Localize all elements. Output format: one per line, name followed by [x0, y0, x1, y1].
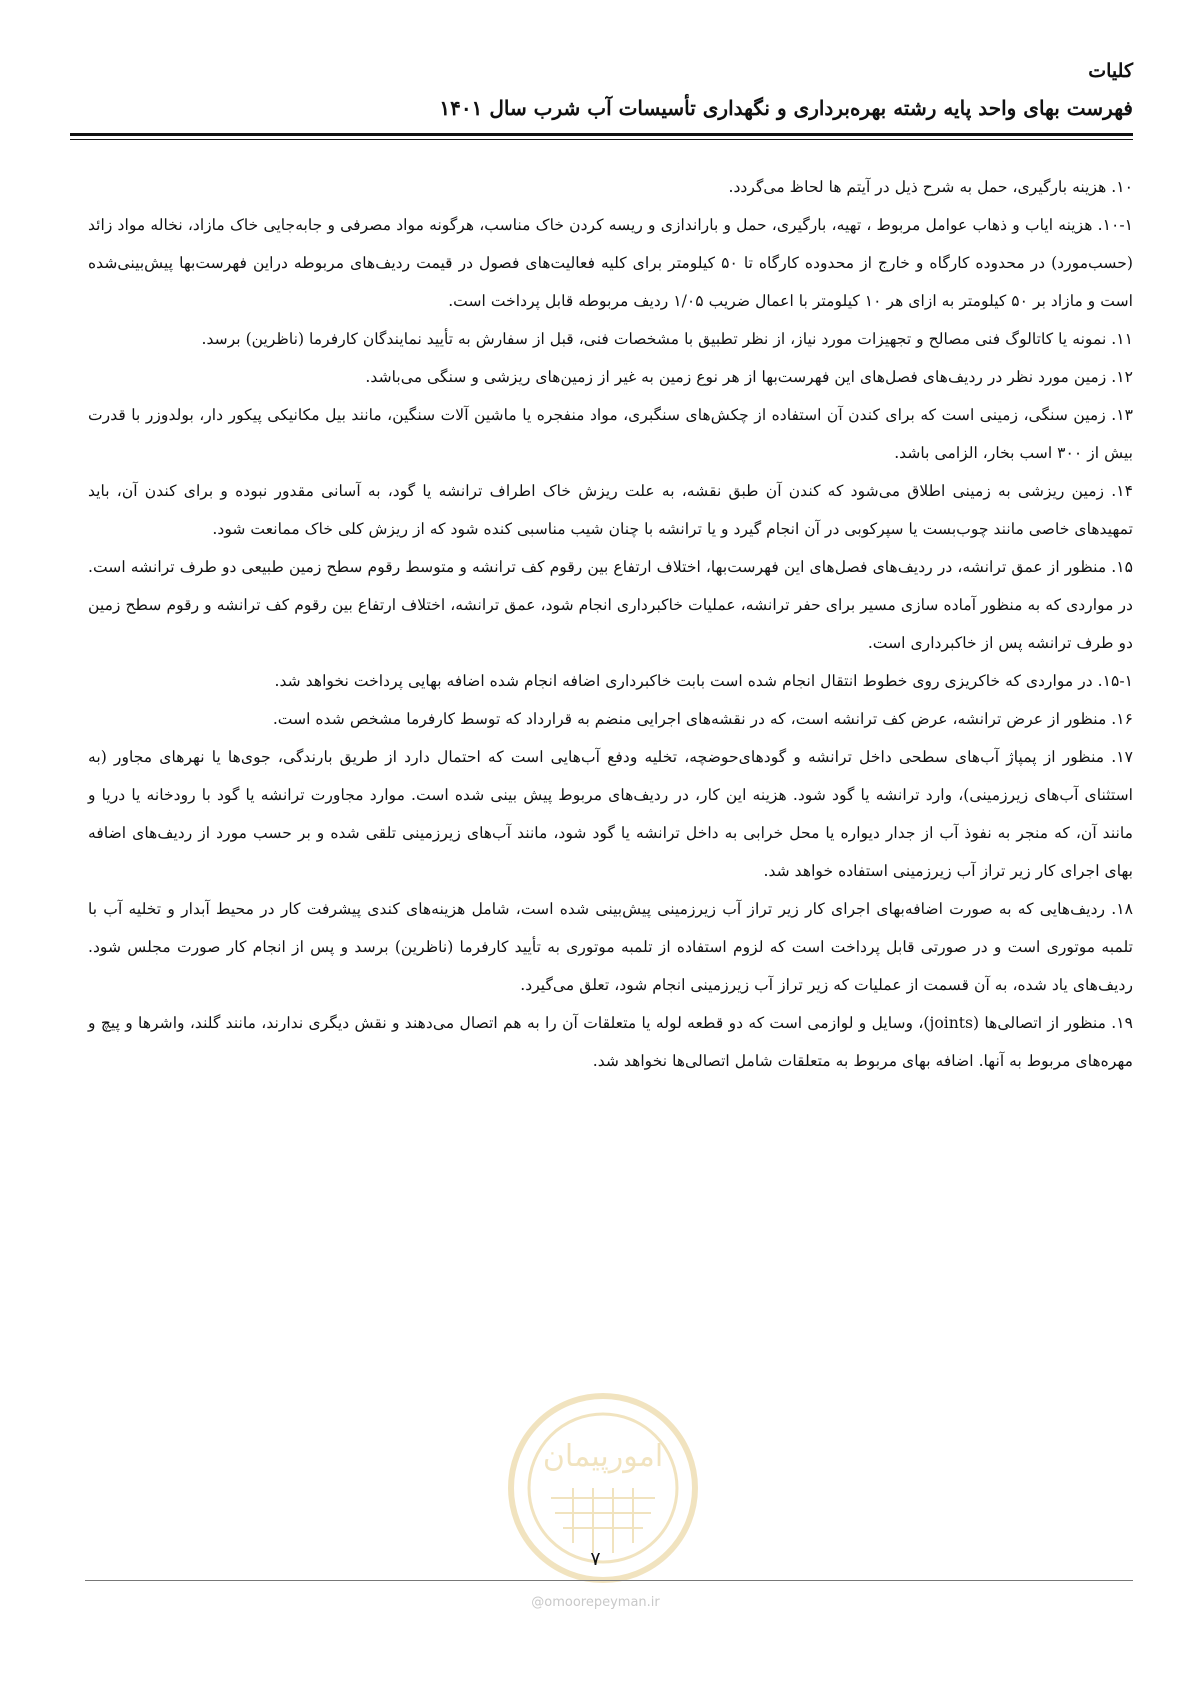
header-divider-thin — [70, 139, 1133, 140]
watermark-url: @omoorepeyman.ir — [531, 1595, 660, 1610]
page-header — [58, 56, 1133, 124]
paragraph-11: ۱۱. نمونه یا کاتالوگ فنی مصالح و تجهیزات مورد نیاز، از نظر تطبیق با مشخصات فنی، قبل از سفارش به تأیید نمایندگان کارفرما (ناظرین) برسد. — [201, 330, 1133, 348]
paragraph-15-1: ۱۵-۱. در مواردی که خاکریزی روی خطوط انتقال انجام شده است بابت خاکبرداری اضافه انجام شده اضافه بهایی پرداخت نخواهد شد. — [274, 672, 1133, 690]
paragraph-12: ۱۲. زمین مورد نظر در ردیف‌های فصل‌های این فهرست‌بها از هر نوع زمین به غیر از زمین‌های ریزشی و سنگی می‌باشد. — [365, 368, 1133, 386]
paragraph-17: ۱۷. منظور از پمپاژ آب‌های سطحی داخل ترانشه و گودهای‌حوضچه، تخلیه ودفع آب‌هایی است که احتمال دارد از طریق بارندگی، جوی‌ها یا نهرهای مجاور (به استثنای آب‌های زیرزمینی)، وارد ترانشه یا گود شود. هزینه این کار، در ردیف‌های مربوط پیش بینی شده است. موارد مجاورت ترانشه یا گود با رودخانه یا دریا و مانند آن، که منجر به نفوذ آب از جدار دیواره یا محل خرابی به داخل ترانشه یا گود شود، مانند آب‌های زیرزمینی تلقی شده و بر حسب مورد از ردیف‌های اضافه بهای اجرای کار زیر تراز آب زیرزمینی استفاده خواهد شد. — [88, 748, 1133, 880]
body-text — [88, 168, 1133, 1080]
paragraph-15: ۱۵. منظور از عمق ترانشه، در ردیف‌های فصل‌های این فهرست‌بها، اختلاف ارتفاع بین رقوم کف ترانشه و متوسط رقوم سطح زمین طبیعی دو طرف ترانشه است. در مواردی که به منظور آماده سازی مسیر برای حفر ترانشه، عملیات خاکبرداری انجام شود، عمق ترانشه، اختلاف ارتفاع بین رقوم کف ترانشه و رقوم سطح زمین دو طرف ترانشه پس از خاکبرداری است. — [88, 558, 1133, 652]
paragraph-14: ۱۴. زمین ریزشی به زمینی اطلاق می‌شود که کندن آن طبق نقشه، به علت ریزش خاک اطراف ترانشه یا گود، به آسانی مقدور نبوده و برای کندن آن، باید تمهیدهای خاصی مانند چوب‌بست یا سپرکوبی در آن انجام گیرد و یا ترانشه با چنان شیب مناسبی کنده شود که از ریزش کلی خاک ممانعت شود. — [88, 482, 1133, 538]
paragraph-16: ۱۶. منظور از عرض ترانشه، عرض کف ترانشه است، که در نقشه‌های اجرایی منضم به قرارداد که توسط کارفرما مشخص شده است. — [272, 710, 1133, 728]
paragraph-19: ۱۹. منظور از اتصالی‌ها (joints)، وسایل و لوازمی است که دو قطعه لوله یا متعلقات آن را به هم اتصال می‌دهند و نقش دیگری ندارند، مانند گلند، واشرها و پیچ و مهره‌های مربوط به آنها. اضافه بهای مربوط به متعلقات شامل اتصالی‌ها نخواهد شد. — [88, 1014, 1133, 1070]
page-number: ۷ — [590, 1548, 601, 1570]
paragraph-10: ۱۰. هزینه بارگیری، حمل به شرح ذیل در آیتم ها لحاظ می‌گردد. — [728, 178, 1133, 196]
section-title: کلیات — [1088, 60, 1133, 82]
header-divider-thick — [70, 133, 1133, 136]
watermark-logo-text: امورپیمان — [542, 1439, 664, 1474]
document-title: فهرست بهای واحد پایه رشته بهره‌برداری و نگهداری تأسیسات آب شرب سال ۱۴۰۱ — [439, 96, 1133, 120]
paragraph-18: ۱۸. ردیف‌هایی که به صورت اضافه‌بهای اجرای کار زیر تراز آب زیرزمینی پیش‌بینی شده است، شامل هزینه‌های کندی پیشرفت کار در محیط آبدار و تخلیه آب با تلمبه موتوری است و در صورتی قابل پرداخت است که لزوم استفاده از تلمبه موتوری به تأیید کارفرما (ناظرین) برسد و پس از انجام کار صورت مجلس شود. ردیف‌های یاد شده، به آن قسمت از عملیات که زیر تراز آب زیرزمینی انجام شود، تعلق می‌گیرد. — [88, 900, 1133, 994]
paragraph-10-1: ۱۰-۱. هزینه ایاب و ذهاب عوامل مربوط ، تهیه، بارگیری، حمل و باراندازی و ریسه کردن خاک مناسب، هرگونه مواد مصرفی و جابه‌جایی خاک مازاد، نخاله مواد زائد (حسب‌مورد) در محدوده کارگاه و خارج از محدوده کارگاه تا ۵۰ کیلومتر برای کلیه فعالیت‌های فصول در قیمت ردیف‌های مربوطه دراین فهرست‌بها پیش‌بینی‌شده است و مازاد بر ۵۰ کیلومتر به ازای هر ۱۰ کیلومتر با اعمال ضریب ۱/۰۵ ردیف مربوطه قابل پرداخت است. — [88, 216, 1134, 310]
paragraph-13: ۱۳. زمین سنگی، زمینی است که برای کندن آن استفاده از چکش‌های سنگبری، مواد منفجره یا ماشین آلات سنگین، مانند بیل مکانیکی پیکور دار، بولدوزر با قدرت بیش از ۳۰۰ اسب بخار، الزامی باشد. — [88, 406, 1133, 462]
footer-divider — [85, 1580, 1133, 1581]
